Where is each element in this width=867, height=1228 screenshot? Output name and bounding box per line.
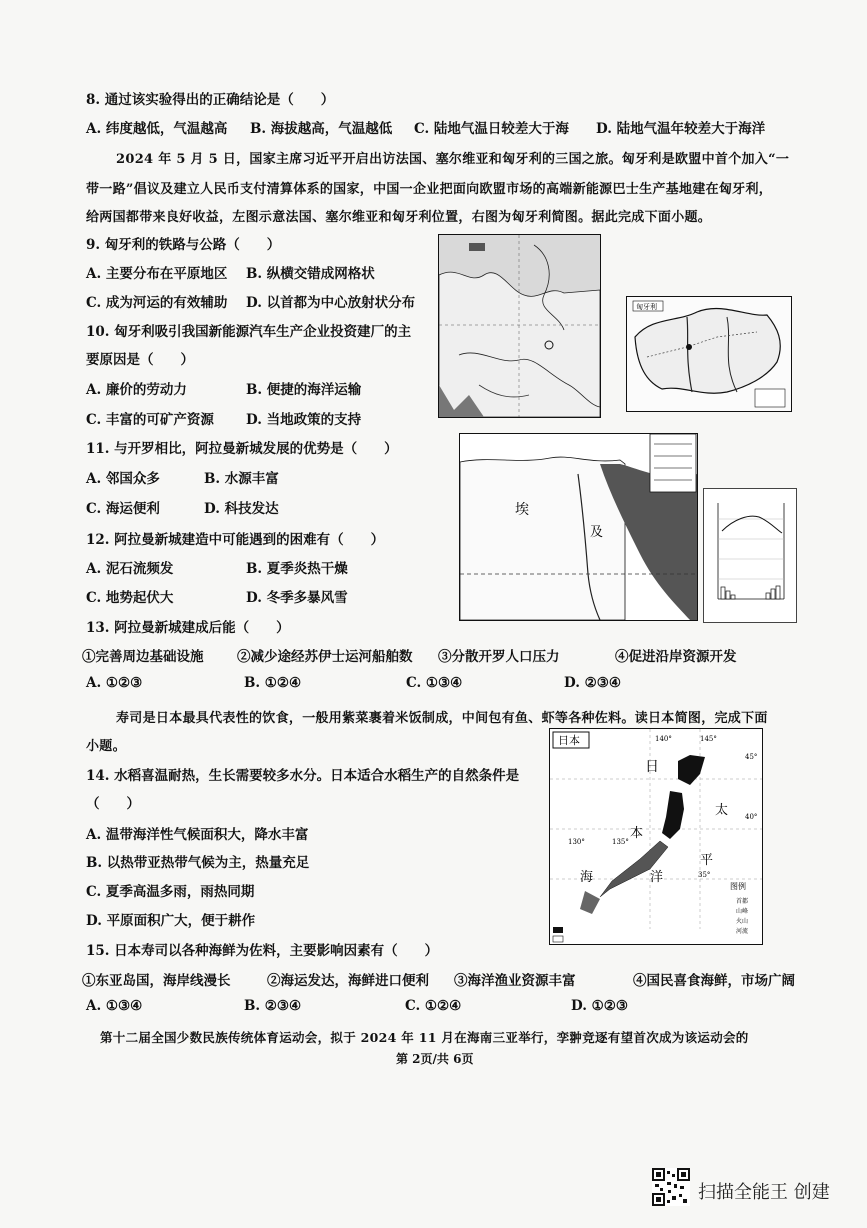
japan-lon-130: 130°	[568, 838, 585, 846]
intro1-line-2: 带一路”倡议及建立人民币支付清算体系的国家，中国一企业把面向欧盟市场的高端新能源巴士生产基地建在匈牙利，	[86, 182, 773, 197]
q14-option-d: D. 平原面积广大，便于耕作	[86, 913, 256, 929]
q14-option-c: C. 夏季高温多雨，雨热同期	[86, 884, 255, 900]
q15-option-d: D. ①②③	[571, 998, 628, 1014]
japan-label-yang: 洋	[650, 870, 664, 885]
q9-options-row-1	[86, 262, 375, 282]
q15-option-b: B. ②③④	[244, 998, 302, 1014]
climate-chart-figure	[703, 488, 797, 623]
egypt-label-2: 及	[590, 525, 604, 540]
egypt-map	[460, 434, 697, 620]
japan-label-ping: 平	[700, 853, 714, 868]
japan-lon-135: 135°	[612, 838, 629, 846]
japan-lat-35: 35°	[698, 871, 711, 879]
scanner-watermark: 扫描全能王 创建	[698, 1182, 830, 1203]
q8-option-d: D. 陆地气温年较差大于海洋	[596, 121, 766, 137]
q12-stem: 12. 阿拉曼新城建造中可能遇到的困难有（ ）	[86, 532, 385, 548]
next-intro: 第十二届全国少数民族传统体育运动会，拟于 2024 年 11 月在海南三亚举行，孪翀竞逐有望首次成为该运动会的	[100, 1030, 749, 1045]
q10-stem-line-1: 10. 匈牙利吸引我国新能源汽车生产企业投资建厂的主	[86, 324, 412, 340]
japan-label-ri: 日	[645, 759, 659, 775]
q8-option-c: C. 陆地气温日较差大于海	[414, 121, 569, 137]
egypt-label-1: 埃	[515, 502, 529, 518]
q12-options-row-1	[86, 557, 348, 577]
q8-option-b: B. 海拔越高，气温越低	[250, 121, 393, 137]
q11-options-row-1	[86, 467, 279, 487]
q14-option-a: A. 温带海洋性气候面积大，降水丰富	[86, 827, 309, 843]
q14-option-b: B. 以热带亚热带气候为主，热量充足	[86, 855, 310, 871]
hungary-label: 匈牙利	[636, 303, 657, 311]
intro2-line-1: 寿司是日本最具代表性的饮食，一般用紫菜裹着米饭制成，中间包有鱼、虾等各种佐料。读日本简图，完成下面	[116, 711, 768, 726]
japan-lon-145: 145°	[700, 735, 717, 743]
q15-stem: 15. 日本寿司以各种海鲜为佐料，主要影响因素有（ ）	[86, 943, 439, 959]
q15-options	[86, 998, 628, 1014]
q12-option-a: A. 泥石流频发	[86, 561, 174, 577]
q9-option-a: A. 主要分布在平原地区	[86, 266, 228, 282]
q9-option-b: B. 纵横交错成网格状	[246, 266, 375, 282]
q10-options-row-2	[86, 408, 361, 428]
q9-options-row-2	[86, 291, 415, 311]
japan-map	[550, 729, 762, 944]
q12-option-b: B. 夏季炎热干燥	[246, 561, 348, 577]
q13-option-d: D. ②③④	[564, 675, 621, 691]
q13-option-c: C. ①③④	[406, 675, 463, 691]
q10-option-d: D. 当地政策的支持	[246, 412, 362, 428]
q15-option-c: C. ①②④	[405, 998, 462, 1014]
japan-map-figure	[549, 728, 763, 945]
q14-stem-paren: （ ）	[86, 796, 140, 812]
q15-statement-2: ②海运发达，海鲜进口便利	[267, 973, 429, 989]
q13-statement-1: ①完善周边基础设施	[82, 649, 204, 665]
japan-lat-45: 45°	[745, 753, 758, 761]
q13-statement-3: ③分散开罗人口压力	[438, 649, 560, 665]
intro1-line-3: 给两国都带来良好收益，左图示意法国、塞尔维亚和匈牙利位置，右图为匈牙利简图。据此完成下面小题。	[86, 210, 712, 225]
japan-legend-volcano: 火山	[736, 918, 749, 925]
q13-statements	[82, 645, 737, 665]
q11-option-c: C. 海运便利	[86, 501, 160, 517]
q15-statement-3: ③海洋渔业资源丰富	[454, 973, 576, 989]
page-number: 第 2页/共 6页	[396, 1052, 474, 1066]
q13-options	[86, 675, 621, 691]
japan-legend-river: 河流	[736, 928, 749, 935]
q13-option-a: A. ①②③	[86, 675, 143, 691]
q15-statement-1: ①东亚岛国，海岸线漫长	[82, 973, 231, 989]
climate-chart	[704, 489, 796, 622]
japan-label-ben: 本	[630, 826, 644, 841]
q13-stem: 13. 阿拉曼新城建成后能（ ）	[86, 620, 290, 636]
q13-statement-4: ④促进沿岸资源开发	[615, 649, 737, 665]
q10-option-c: C. 丰富的可矿产资源	[86, 412, 214, 428]
q10-option-b: B. 便捷的海洋运输	[246, 382, 362, 398]
hungary-map-figure	[626, 296, 792, 412]
japan-map-title: 日本	[558, 734, 580, 747]
japan-label-hai: 海	[580, 870, 594, 885]
q10-stem-line-2: 要原因是（ ）	[86, 352, 194, 368]
q11-option-d: D. 科技发达	[204, 501, 279, 517]
q14-stem: 14. 水稻喜温耐热，生长需要较多水分。日本适合水稻生产的自然条件是	[86, 768, 520, 784]
japan-label-tai: 太	[715, 803, 729, 818]
q11-option-b: B. 水源丰富	[204, 471, 279, 487]
q12-options-row-2	[86, 586, 348, 606]
hungary-map	[627, 297, 791, 411]
q12-option-d: D. 冬季多暴风雪	[246, 590, 348, 606]
q9-option-d: D. 以首都为中心放射状分布	[246, 295, 416, 311]
q13-option-b: B. ①②④	[244, 675, 302, 691]
japan-legend-peak: 山峰	[736, 908, 749, 915]
q12-option-c: C. 地势起伏大	[86, 590, 174, 606]
intro1-line-1: 2024 年 5 月 5 日，国家主席习近平开启出访法国、塞尔维亚和匈牙利的三国之旅。匈牙利是欧盟中首个加入“一	[116, 152, 790, 167]
q11-option-a: A. 邻国众多	[86, 471, 160, 487]
japan-legend-capital: 首都	[736, 898, 749, 905]
q13-statement-2: ②减少途经苏伊士运河船舶数	[237, 649, 413, 665]
q10-option-a: A. 廉价的劳动力	[86, 382, 187, 398]
europe-map-figure	[438, 234, 601, 418]
q8-stem: 8. 通过该实验得出的正确结论是（ ）	[86, 92, 335, 108]
q15-statement-4: ④国民喜食海鲜，市场广阔	[633, 973, 795, 989]
egypt-map-figure	[459, 433, 698, 621]
japan-lon-140: 140°	[655, 735, 672, 743]
q8-option-a: A. 纬度越低，气温越高	[86, 121, 228, 137]
q11-options-row-2	[86, 497, 279, 517]
europe-map	[439, 235, 600, 417]
q11-stem: 11. 与开罗相比，阿拉曼新城发展的优势是（ ）	[86, 441, 398, 457]
japan-legend-title: 图例	[730, 882, 746, 891]
q10-options-row-1	[86, 378, 361, 398]
q8-options	[86, 117, 786, 137]
q9-option-c: C. 成为河运的有效辅助	[86, 295, 228, 311]
q9-stem: 9. 匈牙利的铁路与公路（ ）	[86, 237, 281, 253]
q15-option-a: A. ①③④	[86, 998, 143, 1014]
q15-statements	[82, 969, 795, 989]
japan-lat-40: 40°	[745, 813, 758, 821]
intro2-line-2: 小题。	[86, 739, 126, 754]
qr-code-icon	[652, 1168, 690, 1206]
